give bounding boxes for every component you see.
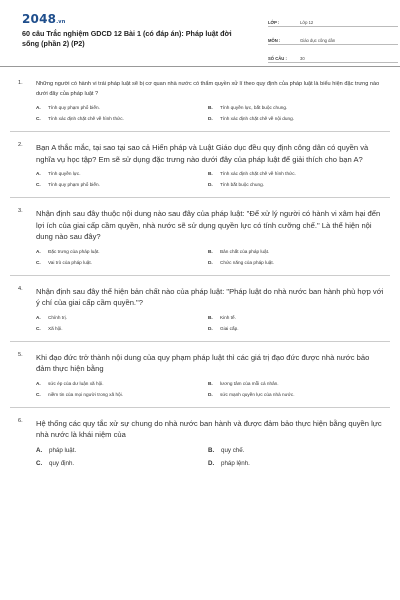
option-text: sức mạnh quyền lực của nhà nước. [220, 391, 295, 397]
option-a[interactable] [36, 105, 208, 110]
question-number: 3. [18, 208, 23, 214]
option-letter: A. [36, 446, 43, 454]
option-text: Bản chất của pháp luật. [220, 248, 270, 254]
option-a[interactable] [36, 447, 208, 454]
site-logo[interactable] [22, 12, 66, 26]
question-divider [10, 407, 390, 408]
question-divider [10, 275, 390, 276]
option-text: quy định. [49, 459, 75, 467]
option-letter: A. [36, 171, 41, 176]
option-letter: C. [36, 459, 43, 467]
question-text: Hệ thống các quy tắc xử sự chung do nhà nước ban hành và được đảm bảo thực hiện bằng quyền lực nhà nước là khái niệm của [36, 418, 382, 439]
option-letter: A. [36, 248, 41, 254]
option-d[interactable] [208, 460, 386, 467]
option-d[interactable] [208, 182, 386, 187]
options-grid [36, 105, 386, 121]
option-text: Xã hội. [48, 325, 63, 331]
option-text: Tính quy phạm phổ biến. [48, 105, 100, 110]
option-text: Kinh tế. [220, 314, 236, 320]
option-c[interactable] [36, 392, 208, 397]
option-d[interactable] [208, 326, 386, 331]
option-a[interactable] [36, 249, 208, 254]
option-letter: D. [208, 391, 213, 397]
option-d[interactable] [208, 260, 386, 265]
option-a[interactable] [36, 171, 208, 176]
question-text: Nhận định sau đây thể hiện bản chất nào của pháp luật: "Pháp luật do nhà nước ban hành phù hợp với ý chí của giai cấp cầm quyền."? [36, 286, 384, 307]
question-1 [14, 80, 386, 132]
options-grid [36, 381, 386, 397]
option-letter: A. [36, 380, 41, 386]
question-number: 5. [18, 351, 23, 358]
question-text: Nhận định sau đây thuộc nội dung nào sau đây của pháp luật: "Để xử lý người có hành vi xâm hại đến lợi ích của giai cấp cầm quyền, nhà nước sẽ sử dụng quyền lực có tính cưỡng chế." Là thể hiện nội dung nào sau đây? [36, 209, 381, 241]
meta-value: 30 [300, 56, 305, 61]
option-b[interactable] [208, 249, 386, 254]
options-grid [36, 315, 386, 331]
question-3 [14, 208, 386, 276]
question-list [14, 80, 386, 477]
question-text: Những người có hành vi trái pháp luật sẽ bị cơ quan nhà nước có thẩm quyền xử lí theo quy định của pháp luật là biểu hiện đặc trưng nào dưới đây của pháp luật ? [36, 81, 380, 97]
document-header [14, 0, 386, 62]
option-d[interactable] [208, 116, 386, 121]
option-text: Chính trị. [48, 314, 68, 320]
meta-label: LỚP : [268, 20, 280, 25]
option-letter: D. [208, 182, 213, 187]
option-text: Tính quyền lực. [48, 171, 81, 176]
option-c[interactable] [36, 182, 208, 187]
option-letter: A. [36, 105, 41, 110]
question-2 [14, 142, 386, 198]
option-text: pháp lệnh. [221, 459, 250, 467]
option-d[interactable] [208, 392, 386, 397]
option-letter: B. [208, 171, 213, 176]
meta-row-class [268, 13, 398, 27]
option-text: Đặc trưng của pháp luật. [48, 248, 100, 254]
question-number: 6. [18, 417, 23, 424]
question-number: 2. [18, 142, 23, 148]
question-text: Bạn A thắc mắc, tại sao tại sao cả Hiến pháp và Luật Giáo dục đều quy định công dân có quyền và nghĩa vụ học tập? Em sẽ sử dụng đặc trưng nào dưới đây của pháp luật để giải thích cho bạn A? [36, 143, 369, 164]
option-text: Tính xác định chặt chẽ về hình thức. [220, 171, 296, 176]
option-letter: B. [208, 248, 213, 254]
question-6 [14, 418, 386, 467]
option-letter: B. [208, 105, 213, 110]
option-text: quy chế. [221, 446, 245, 454]
option-text: Tính quy phạm phổ biến. [48, 182, 100, 187]
document-title: 60 câu Trắc nghiệm GDCD 12 Bài 1 (có đáp án): Pháp luật đời sống (phần 2) (P2) [22, 29, 232, 48]
option-letter: C. [36, 259, 41, 265]
option-letter: C. [36, 182, 41, 187]
header-divider [0, 66, 400, 67]
option-letter: C. [36, 391, 41, 397]
option-letter: D. [208, 259, 213, 265]
option-text: Tính xác định chặt chẽ về hình thức. [48, 116, 124, 121]
option-text: Tính xác định chặt chẽ về nội dung. [220, 116, 295, 121]
option-text: Vai trò của pháp luật. [48, 259, 92, 265]
option-b[interactable] [208, 315, 386, 320]
question-divider [10, 131, 390, 132]
meta-label: MÔN : [268, 38, 281, 43]
option-c[interactable] [36, 460, 208, 467]
option-c[interactable] [36, 116, 208, 121]
option-letter: C. [36, 116, 41, 121]
option-letter: D. [208, 116, 213, 121]
question-number: 4. [18, 285, 23, 292]
option-text: pháp luật. [49, 446, 77, 454]
option-text: Giai cấp. [220, 325, 239, 331]
question-4 [14, 286, 386, 342]
option-letter: D. [208, 459, 215, 467]
option-text: niềm tin của mọi người trong xã hội. [48, 391, 123, 397]
option-text: sức ép của dư luận xã hội. [48, 380, 104, 386]
meta-value: Giáo dục công dân [300, 38, 336, 43]
option-letter: B. [208, 446, 215, 454]
options-grid [36, 249, 386, 265]
logo-main: 2048 [22, 12, 57, 26]
option-letter: B. [208, 314, 213, 320]
logo-tld: .vn [56, 19, 66, 25]
question-divider [10, 197, 390, 198]
option-b[interactable] [208, 381, 386, 386]
option-a[interactable] [36, 381, 208, 386]
option-letter: D. [208, 325, 213, 331]
option-text: Chức năng của pháp luật. [220, 259, 274, 265]
meta-label: SỐ CÂU : [268, 56, 287, 61]
question-divider [10, 341, 390, 342]
question-number: 1. [18, 80, 23, 86]
option-b[interactable] [208, 447, 386, 454]
options-grid [36, 171, 386, 187]
option-text: Tính bắt buộc chung. [220, 182, 265, 187]
option-c[interactable] [36, 260, 208, 265]
meta-row-subject [268, 31, 398, 45]
option-c[interactable] [36, 326, 208, 331]
meta-value: Lớp 12 [300, 20, 314, 25]
option-letter: A. [36, 314, 41, 320]
question-5 [14, 352, 386, 408]
options-grid [36, 447, 386, 467]
question-text: Khi đạo đức trở thành nội dung của quy phạm pháp luật thì các giá trị đạo đức được nhà nước bảo đảm thực hiện bằng [36, 352, 370, 373]
option-letter: B. [208, 380, 213, 386]
option-a[interactable] [36, 315, 208, 320]
option-text: Tính quyền lực, bắt buộc chung. [220, 105, 288, 110]
meta-row-count [268, 49, 398, 63]
option-text: lương tâm của mỗi cá nhân. [220, 380, 279, 386]
option-b[interactable] [208, 171, 386, 176]
meta-table [268, 13, 398, 67]
option-b[interactable] [208, 105, 386, 110]
option-letter: C. [36, 325, 41, 331]
